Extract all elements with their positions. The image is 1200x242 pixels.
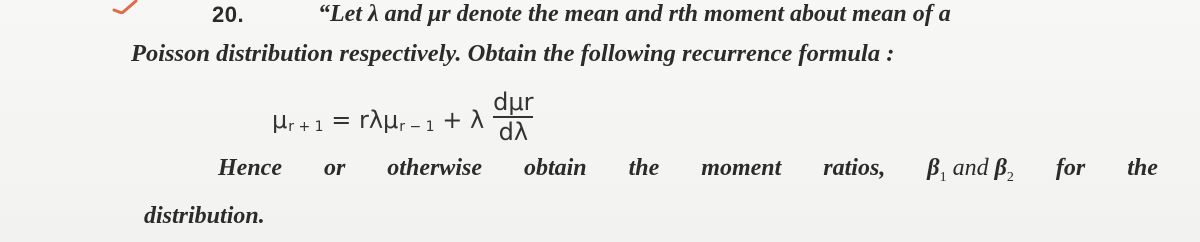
formula-term1-subscript: r − 1 [399,119,435,135]
formula-term1: rλμ [358,106,399,134]
pen-mark-icon [112,0,138,14]
question-text-line-3 [218,155,1158,186]
recurrence-formula [272,84,537,156]
word: Hence [218,155,282,181]
beta1-subscript: 1 [939,169,947,185]
formula-lhs-subscript: r + 1 [288,119,324,135]
word: moment [701,155,782,181]
word: the [628,155,660,181]
word: otherwise [387,155,482,181]
word: or [323,155,346,181]
fraction-numerator: dμr [493,88,534,116]
word: for [1055,155,1086,181]
beta1-symbol [927,155,1014,186]
word: ratios, [823,155,886,181]
and-word: and [952,155,989,181]
formula-plus-lambda: + λ [434,106,485,134]
word: obtain [523,155,587,181]
word: the [1127,155,1158,181]
beta1-letter: β [927,155,940,181]
beta2-subscript: 2 [1006,169,1014,185]
question-number: 20. [212,2,245,27]
formula-lhs-symbol: μ [272,106,288,134]
fraction-denominator: dλ [498,118,529,146]
beta2-letter: β [994,155,1007,181]
question-text-line-1: “Let λ and μr denote the mean and rth moment about mean of a [318,1,951,27]
formula-equals: = [323,106,359,134]
formula-derivative-fraction [490,88,536,146]
question-text-line-4: distribution. [144,203,265,229]
question-text-line-2: Poisson distribution respectively. Obtain the following recurrence formula : [131,40,895,67]
